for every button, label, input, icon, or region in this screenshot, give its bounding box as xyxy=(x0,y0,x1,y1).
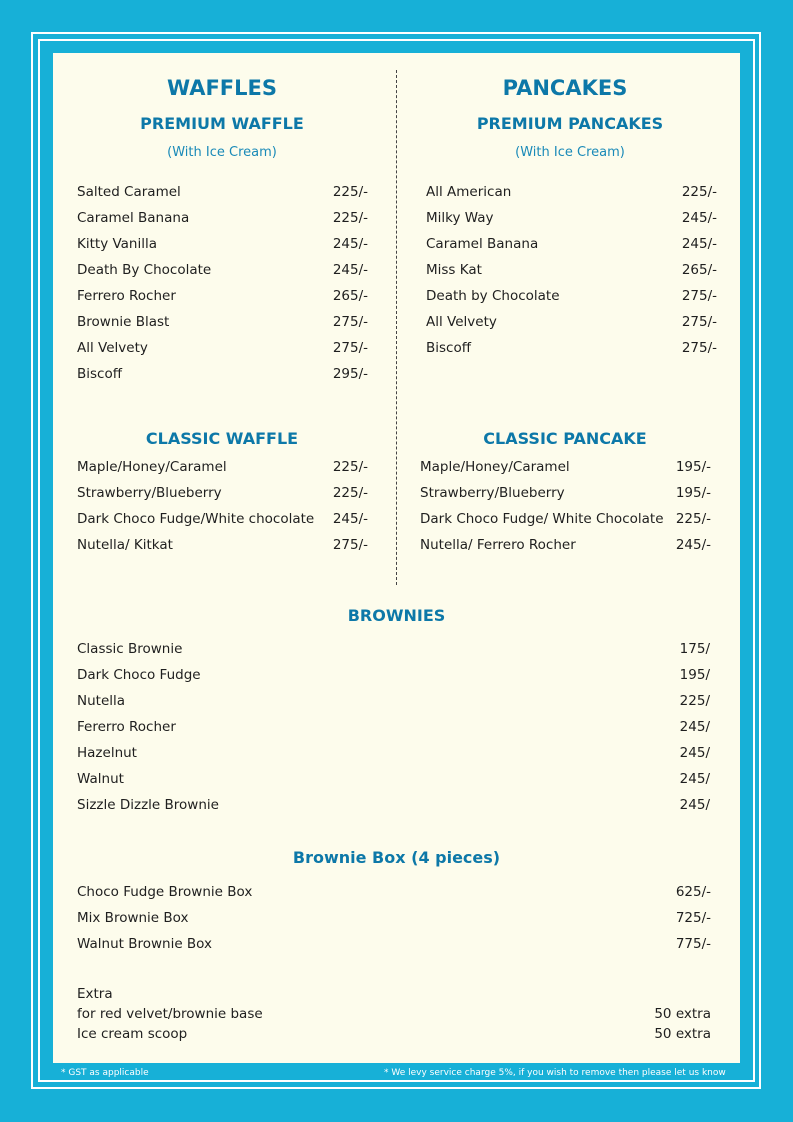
menu-item-row xyxy=(77,459,368,479)
waffles-title: WAFFLES xyxy=(166,76,277,100)
item-price: 275/- xyxy=(681,340,717,356)
menu-item-row xyxy=(77,262,368,282)
item-price: 245/- xyxy=(332,262,368,278)
menu-item-row xyxy=(426,210,717,230)
item-name: Miss Kat xyxy=(426,262,482,278)
menu-item-row xyxy=(426,314,717,334)
menu-item-row xyxy=(77,1006,711,1026)
item-name: Death By Chocolate xyxy=(77,262,212,278)
item-name: Salted Caramel xyxy=(77,184,181,200)
menu-item-row xyxy=(77,314,368,334)
item-price: 245/ xyxy=(679,771,710,787)
menu-item-row xyxy=(77,910,711,930)
menu-item-row xyxy=(77,210,368,230)
premium-waffle-subtitle: (With Ice Cream) xyxy=(167,145,277,160)
item-price: 195/- xyxy=(675,485,711,501)
item-price: 245/ xyxy=(679,719,710,735)
item-price: 265/- xyxy=(681,262,717,278)
premium-pancakes-heading: PREMIUM PANCAKES xyxy=(476,114,664,133)
item-price: 775/- xyxy=(675,936,711,952)
item-name: Dark Choco Fudge/White chocolate xyxy=(77,511,315,527)
menu-item-row xyxy=(77,693,710,713)
item-price: 245/- xyxy=(675,537,711,553)
item-price: 295/- xyxy=(332,366,368,382)
item-price: 625/- xyxy=(675,884,711,900)
item-name: Biscoff xyxy=(77,366,123,382)
menu-item-row xyxy=(77,641,710,661)
menu-item-row xyxy=(77,511,368,531)
item-price: 245/- xyxy=(332,236,368,252)
menu-item-row xyxy=(420,537,711,557)
menu-item-row xyxy=(77,485,368,505)
item-price: 245/- xyxy=(681,236,717,252)
item-name: Walnut xyxy=(77,771,124,787)
item-name: Caramel Banana xyxy=(77,210,190,226)
column-divider xyxy=(396,70,397,585)
menu-item-row xyxy=(77,745,710,765)
menu-item-row xyxy=(426,288,717,308)
item-price: 225/ xyxy=(679,693,710,709)
pancakes-title: PANCAKES xyxy=(502,76,628,100)
item-price: 275/- xyxy=(332,314,368,330)
menu-item-row xyxy=(426,236,717,256)
menu-item-row xyxy=(77,537,368,557)
item-price: 225/- xyxy=(675,511,711,527)
item-name: Kitty Vanilla xyxy=(77,236,158,252)
menu-item-row xyxy=(426,262,717,282)
menu-item-row xyxy=(426,184,717,204)
menu-item-row xyxy=(77,667,710,687)
brownies-heading: BROWNIES xyxy=(347,606,446,625)
item-price: 225/- xyxy=(681,184,717,200)
brownie-box-heading: Brownie Box (4 pieces) xyxy=(292,848,501,867)
extra-label: Extra xyxy=(77,986,113,1002)
item-price: 275/- xyxy=(332,537,368,553)
item-price: 245/- xyxy=(681,210,717,226)
item-price: 245/ xyxy=(679,797,710,813)
menu-item-row xyxy=(77,771,710,791)
menu-item-row xyxy=(77,936,711,956)
item-name: Mix Brownie Box xyxy=(77,910,189,926)
item-price: 275/- xyxy=(681,314,717,330)
item-name: Strawberry/Blueberry xyxy=(420,485,565,501)
item-price: 245/- xyxy=(332,511,368,527)
menu-item-row xyxy=(77,1026,711,1046)
item-name: Dark Choco Fudge/ White Chocolate xyxy=(420,511,664,527)
menu-item-row xyxy=(77,719,710,739)
menu-item-row xyxy=(77,184,368,204)
item-name: Dark Choco Fudge xyxy=(77,667,201,683)
item-price: 50 extra xyxy=(654,1006,711,1022)
menu-item-row xyxy=(426,340,717,360)
menu-item-row xyxy=(77,288,368,308)
classic-pancake-heading: CLASSIC PANCAKE xyxy=(483,429,647,448)
item-name: Ferrero Rocher xyxy=(77,288,176,304)
menu-item-row xyxy=(77,236,368,256)
item-name: Choco Fudge Brownie Box xyxy=(77,884,253,900)
item-name: Fererro Rocher xyxy=(77,719,176,735)
item-price: 245/ xyxy=(679,745,710,761)
item-price: 175/ xyxy=(679,641,710,657)
item-name: Nutella xyxy=(77,693,126,709)
menu-item-row xyxy=(420,511,711,531)
item-price: 195/- xyxy=(675,459,711,475)
item-name: Nutella/ Ferrero Rocher xyxy=(420,537,576,553)
item-price: 50 extra xyxy=(654,1026,711,1042)
premium-pancakes-subtitle: (With Ice Cream) xyxy=(515,145,625,160)
menu-item-row xyxy=(77,884,711,904)
menu-item-row xyxy=(77,366,368,386)
item-name: All Velvety xyxy=(77,340,148,356)
gst-note: * GST as applicable xyxy=(61,1068,149,1078)
item-name: Maple/Honey/Caramel xyxy=(420,459,570,475)
item-price: 225/- xyxy=(332,210,368,226)
item-price: 265/- xyxy=(332,288,368,304)
menu-item-row xyxy=(77,340,368,360)
item-name: Ice cream scoop xyxy=(77,1026,188,1042)
item-name: Strawberry/Blueberry xyxy=(77,485,222,501)
item-price: 275/- xyxy=(681,288,717,304)
item-name: Maple/Honey/Caramel xyxy=(77,459,227,475)
item-name: Sizzle Dizzle Brownie xyxy=(77,797,219,813)
menu-item-row xyxy=(77,797,710,817)
item-price: 275/- xyxy=(332,340,368,356)
item-name: Biscoff xyxy=(426,340,472,356)
item-name: Classic Brownie xyxy=(77,641,183,657)
item-name: Caramel Banana xyxy=(426,236,539,252)
item-name: All Velvety xyxy=(426,314,497,330)
item-name: All American xyxy=(426,184,512,200)
item-price: 225/- xyxy=(332,184,368,200)
service-charge-note: * We levy service charge 5%, if you wish to remove then please let us know xyxy=(384,1068,726,1078)
item-name: Death by Chocolate xyxy=(426,288,560,304)
menu-item-row xyxy=(420,485,711,505)
item-price: 195/ xyxy=(679,667,710,683)
premium-waffle-heading: PREMIUM WAFFLE xyxy=(140,114,304,133)
classic-waffle-heading: CLASSIC WAFFLE xyxy=(145,429,299,448)
item-price: 225/- xyxy=(332,485,368,501)
item-name: Hazelnut xyxy=(77,745,137,761)
item-name: Milky Way xyxy=(426,210,494,226)
item-price: 725/- xyxy=(675,910,711,926)
item-price: 225/- xyxy=(332,459,368,475)
item-name: Brownie Blast xyxy=(77,314,170,330)
item-name: Nutella/ Kitkat xyxy=(77,537,173,553)
menu-item-row xyxy=(420,459,711,479)
item-name: Walnut Brownie Box xyxy=(77,936,213,952)
item-name: for red velvet/brownie base xyxy=(77,1006,263,1022)
